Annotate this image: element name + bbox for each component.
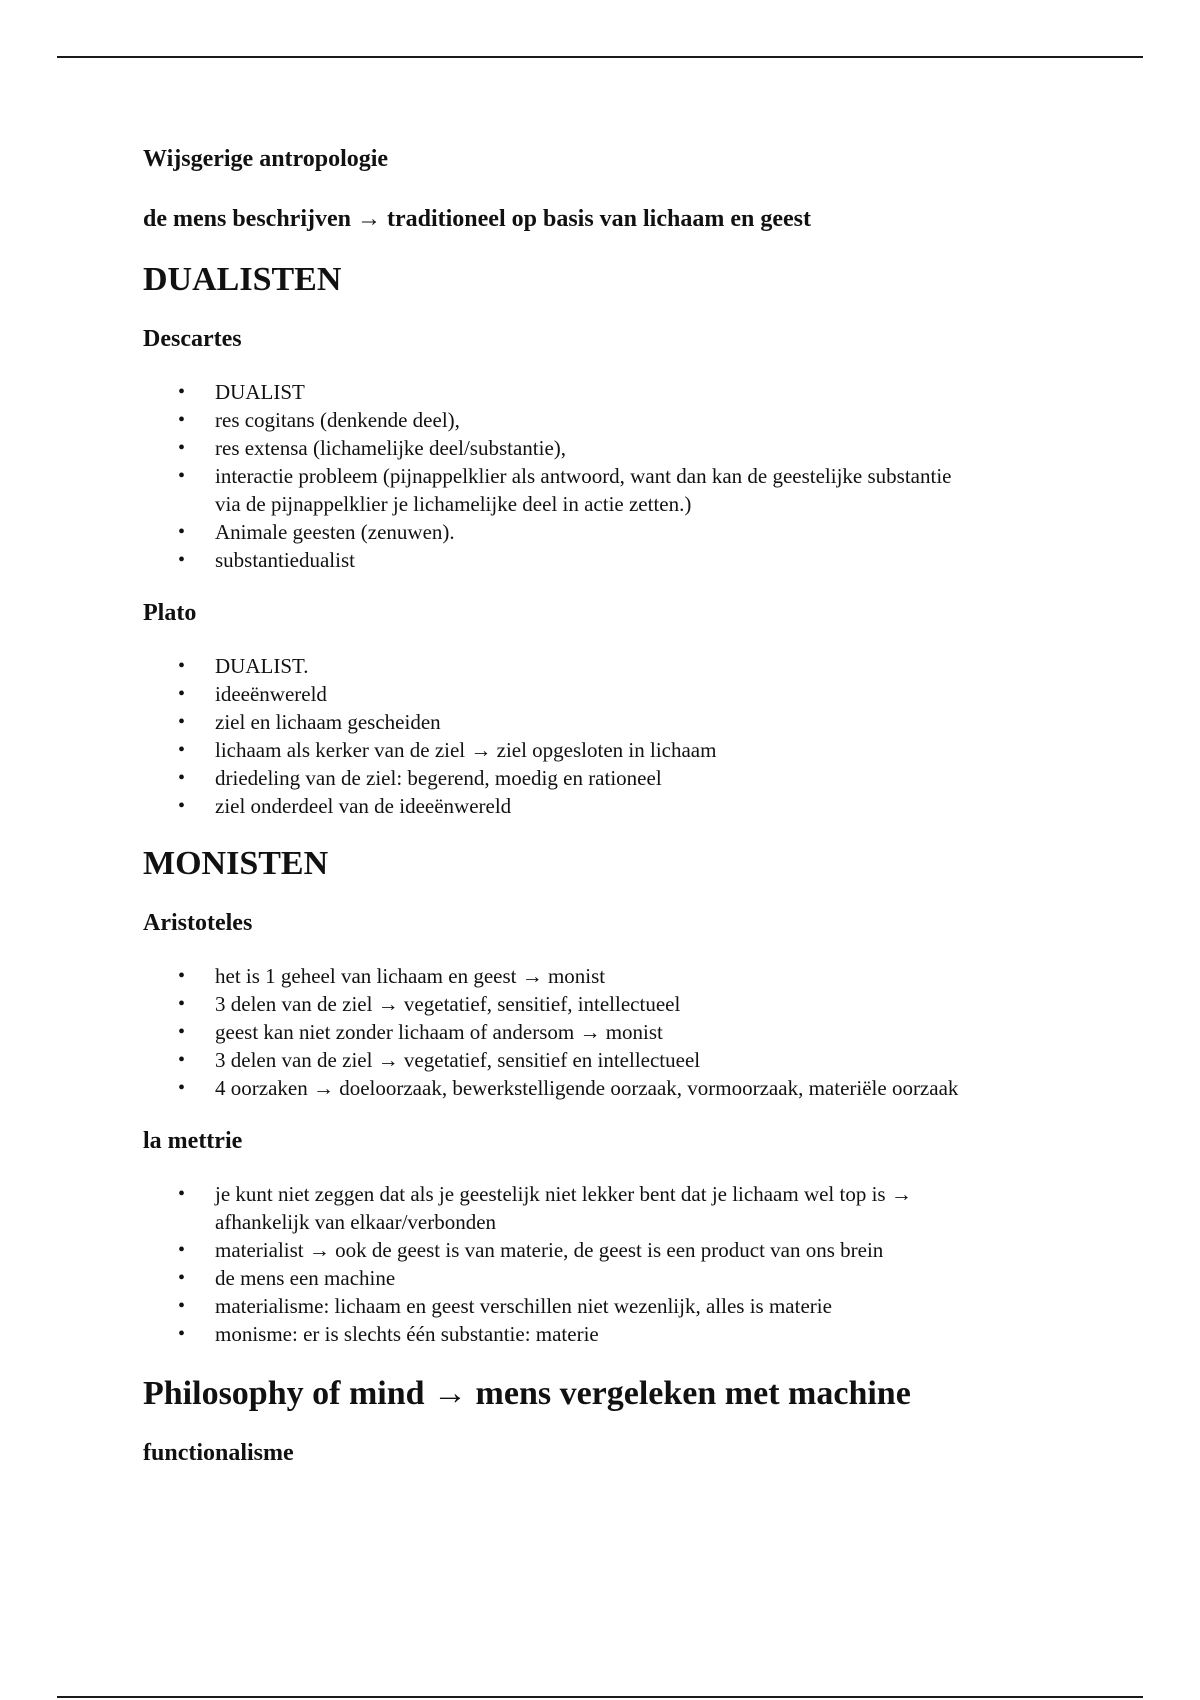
list-item: • substantiedualist xyxy=(143,546,975,574)
plato-list xyxy=(143,652,1043,820)
list-item: • interactie probleem (pijnappelklier als antwoord, want dan kan de geestelijke substantie via de pijnappelklier je lichamelijke deel in actie zetten.) xyxy=(143,462,975,518)
list-item: • driedeling van de ziel: begerend, moedig en rationeel xyxy=(143,764,975,792)
document-title: Wijsgerige antropologie xyxy=(143,146,389,172)
list-item: • DUALIST xyxy=(143,378,975,406)
list-item: • geest kan niet zonder lichaam of andersom → monist xyxy=(143,1018,975,1046)
list-item: • 3 delen van de ziel → vegetatief, sensitief, intellectueel xyxy=(143,990,975,1018)
list-item: • DUALIST. xyxy=(143,652,975,680)
list-item: • 3 delen van de ziel → vegetatief, sensitief en intellectueel xyxy=(143,1046,975,1074)
list-item: • je kunt niet zeggen dat als je geestelijk niet lekker bent dat je lichaam wel top is → afhankelijk van elkaar/verbonden xyxy=(143,1180,975,1236)
section-heading-monisten: MONISTEN xyxy=(143,845,329,882)
document-subtitle: de mens beschrijven → traditioneel op basis van lichaam en geest xyxy=(143,206,811,232)
list-item: • ziel onderdeel van de ideeënwereld xyxy=(143,792,975,820)
la-mettrie-list xyxy=(143,1180,1043,1348)
list-item: • de mens een machine xyxy=(143,1264,975,1292)
list-item: • materialist → ook de geest is van materie, de geest is een product van ons brein xyxy=(143,1236,975,1264)
document-body xyxy=(143,144,1043,1468)
subsection-heading-plato: Plato xyxy=(143,600,197,626)
section-heading-dualisten: DUALISTEN xyxy=(143,261,342,298)
subsection-heading-aristoteles: Aristoteles xyxy=(143,910,253,936)
list-item: • ziel en lichaam gescheiden xyxy=(143,708,975,736)
descartes-list xyxy=(143,378,1043,574)
section-heading-philosophy-of-mind: Philosophy of mind → mens vergeleken met machine xyxy=(143,1375,911,1412)
subsection-heading-descartes: Descartes xyxy=(143,326,242,352)
list-item: • het is 1 geheel van lichaam en geest → monist xyxy=(143,962,975,990)
list-item: • ideeënwereld xyxy=(143,680,975,708)
list-item: • res cogitans (denkende deel), xyxy=(143,406,975,434)
list-item: • Animale geesten (zenuwen). xyxy=(143,518,975,546)
subsection-heading-functionalisme: functionalisme xyxy=(143,1440,294,1466)
list-item: • monisme: er is slechts één substantie: materie xyxy=(143,1320,975,1348)
list-item: • res extensa (lichamelijke deel/substantie), xyxy=(143,434,975,462)
aristoteles-list xyxy=(143,962,1043,1102)
list-item: • 4 oorzaken → doeloorzaak, bewerkstelligende oorzaak, vormoorzaak, materiële oorzaak xyxy=(143,1074,975,1102)
top-rule xyxy=(57,56,1143,58)
list-item: • lichaam als kerker van de ziel → ziel opgesloten in lichaam xyxy=(143,736,975,764)
subsection-heading-la-mettrie: la mettrie xyxy=(143,1128,243,1154)
bottom-rule xyxy=(57,1696,1143,1698)
list-item: • materialisme: lichaam en geest verschillen niet wezenlijk, alles is materie xyxy=(143,1292,975,1320)
